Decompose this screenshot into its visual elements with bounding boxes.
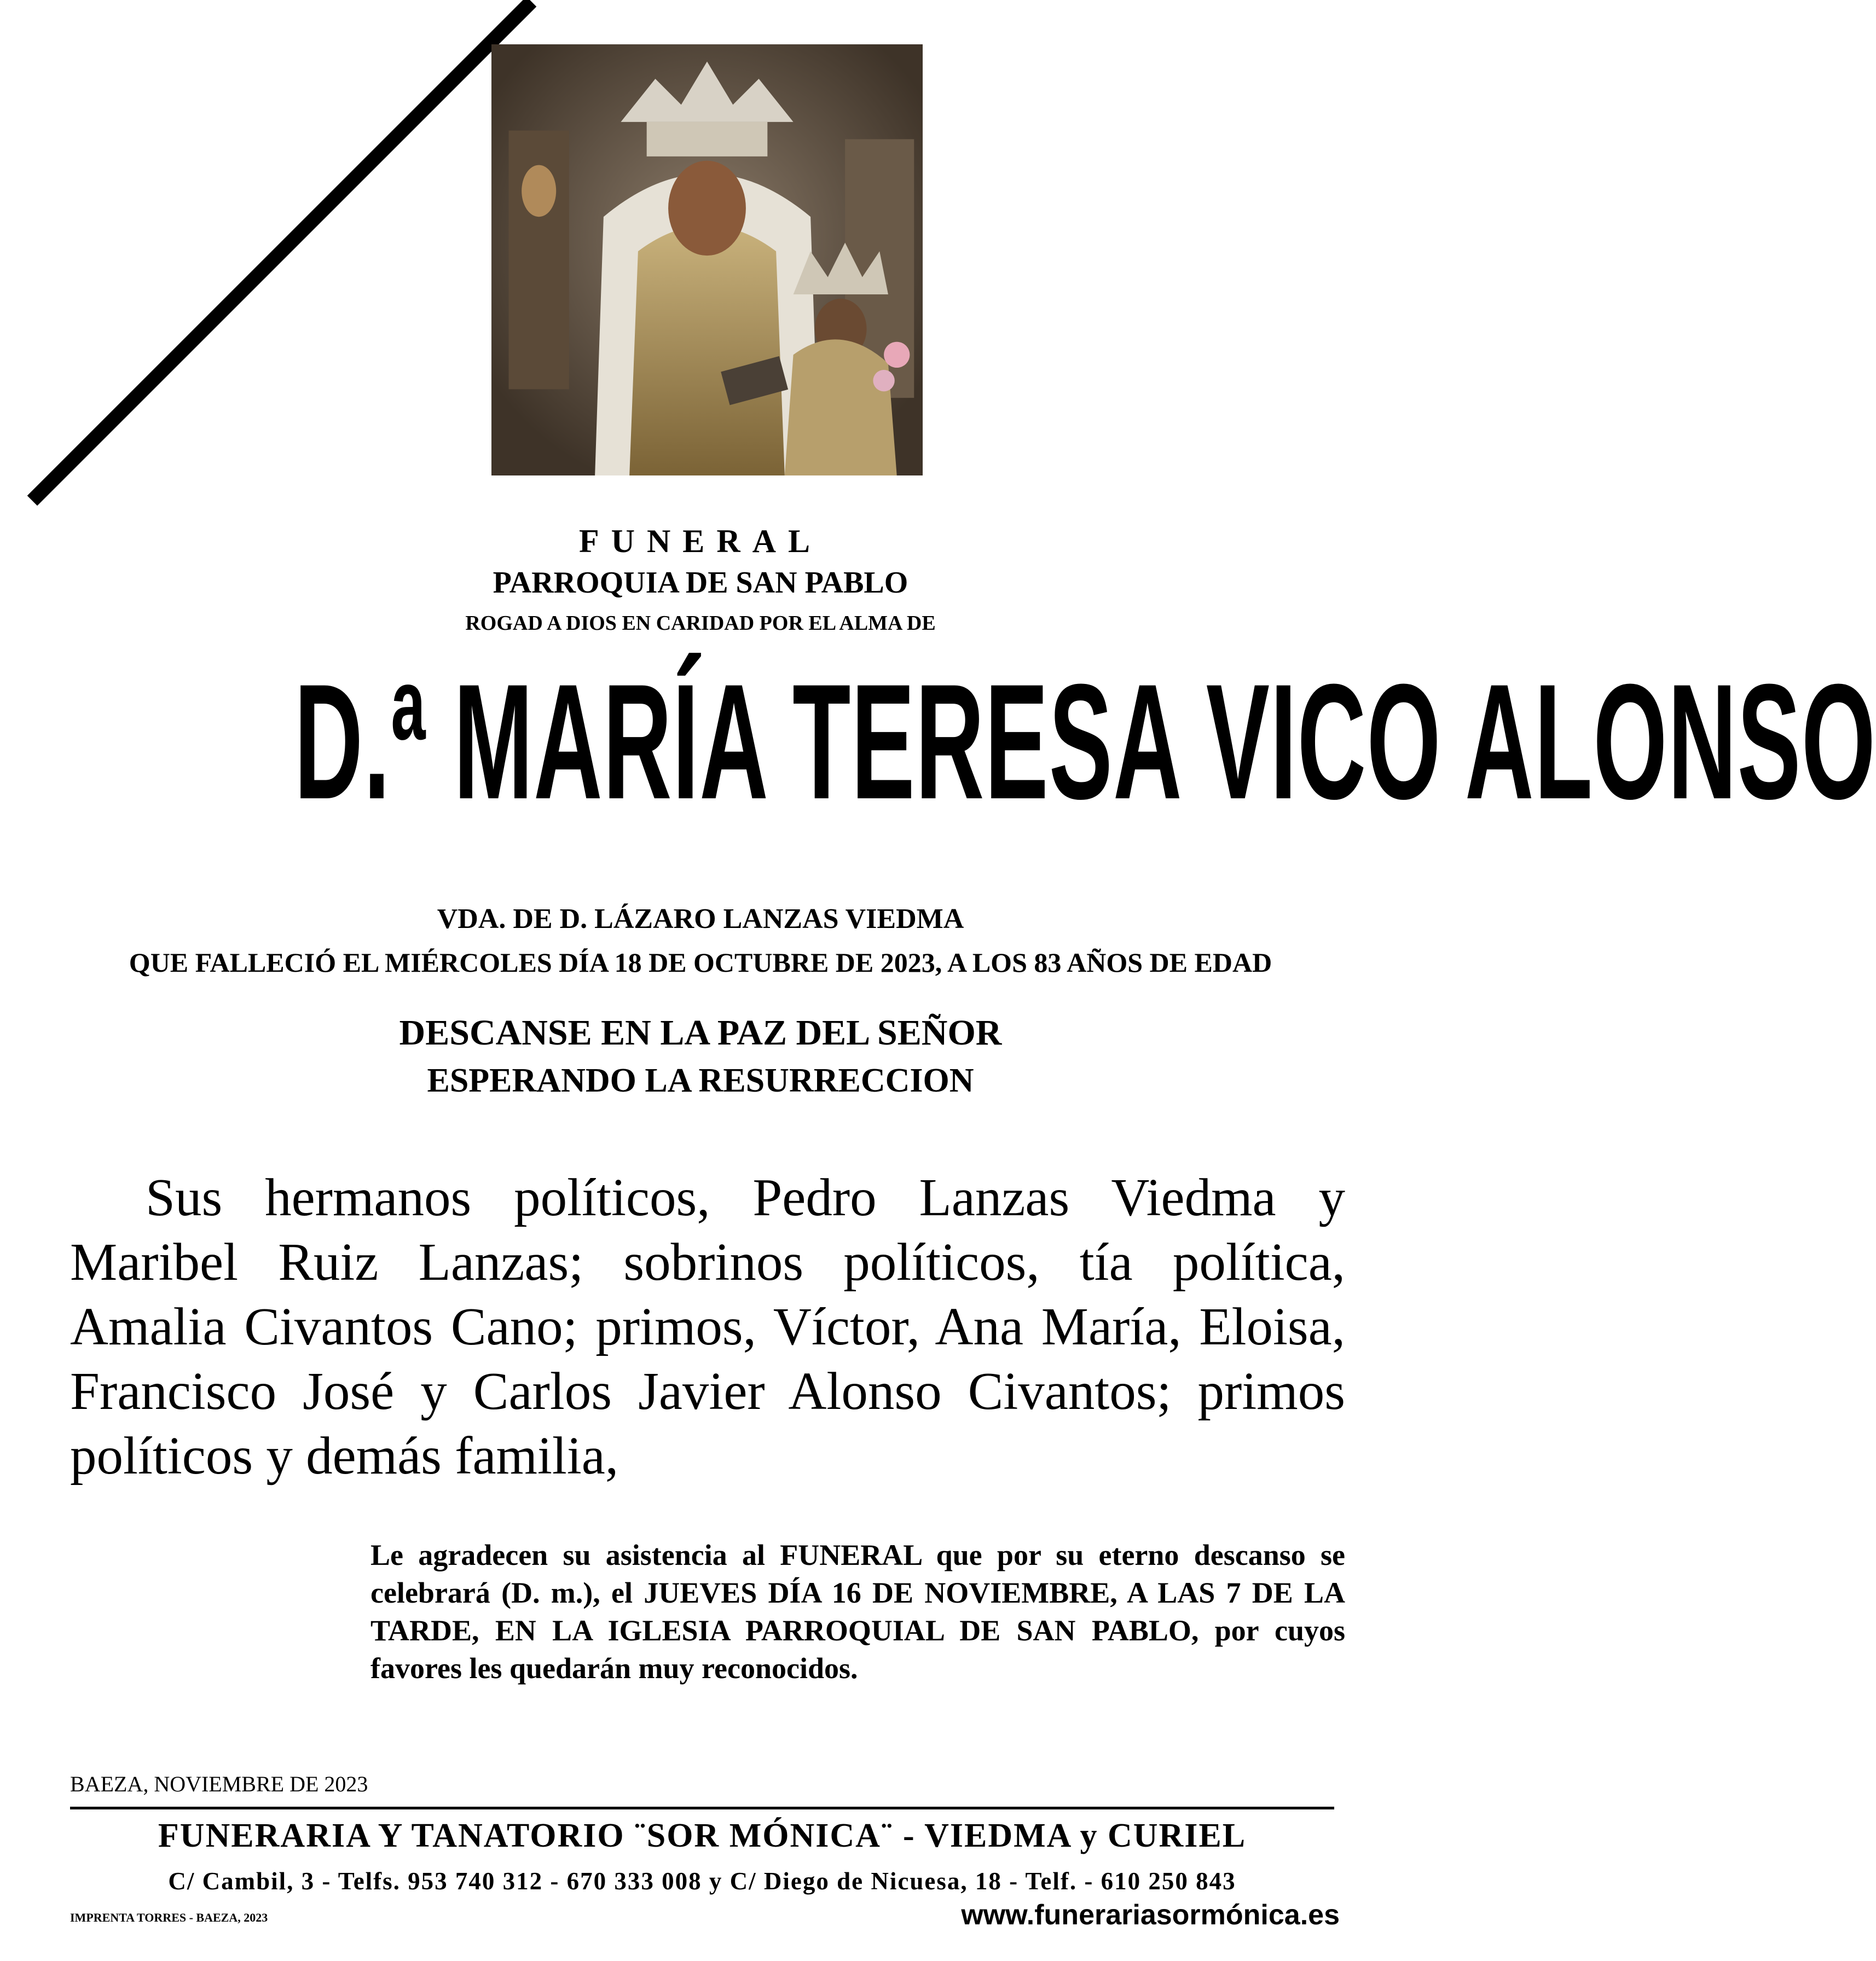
funeral-home-name: FUNERARIA Y TANATORIO ¨SOR MÓNICA¨ - VIEDMA y CURIEL (158, 1817, 1247, 1854)
mourning-ribbon (27, 0, 537, 506)
blessing-line-2: ESPERANDO LA RESURRECCION (427, 1062, 974, 1099)
virgin-and-child-portrait (491, 44, 923, 475)
footer-divider (70, 1807, 1334, 1809)
thanks-paragraph: Le agradecen su asistencia al FUNERAL que por su eterno descanso se celebrará (D. m.), el JUEVES DÍA 16 DE NOVIEMBRE, A LAS 7 DE LA TARDE, EN LA IGLESIA PARROQUIAL DE SAN PABLO, por cuyos favores les quedarán muy reconocidos. (370, 1539, 1345, 1685)
deceased-name: D.ª MARÍA TERESA VICO ALONSO (294, 649, 1876, 833)
death-date-line: QUE FALLECIÓ EL MIÉRCOLES DÍA 18 DE OCTUBRE DE 2023, A LOS 83 AÑOS DE EDAD (129, 947, 1272, 978)
family-paragraph: Sus hermanos políticos, Pedro Lanzas Viedma y Maribel Ruiz Lanzas; sobrinos políticos, tía política, Amalia Civantos Cano; primos, Víctor, Ana María, Eloisa, Francisco José y Carlos Javier Alonso Civantos; primos políticos y demás familia, (70, 1168, 1345, 1485)
prayer-request: ROGAD A DIOS EN CARIDAD POR EL ALMA DE (465, 612, 936, 635)
widow-line: VDA. DE D. LÁZARO LANZAS VIEDMA (437, 903, 964, 935)
parish-name: PARROQUIA DE SAN PABLO (493, 566, 908, 600)
funeral-heading: FUNERAL (578, 523, 822, 559)
blessing-line-1: DESCANSE EN LA PAZ DEL SEÑOR (399, 1013, 1002, 1053)
website-link[interactable]: www.funerariasormónica.es (961, 1899, 1340, 1931)
printer-credit: IMPRENTA TORRES - BAEZA, 2023 (70, 1911, 268, 1924)
place-date: BAEZA, NOVIEMBRE DE 2023 (70, 1772, 368, 1796)
funeral-home-address: C/ Cambil, 3 - Telfs. 953 740 312 - 670 333 008 y C/ Diego de Nicuesa, 18 - Telf. - 610 250 843 (168, 1867, 1236, 1895)
